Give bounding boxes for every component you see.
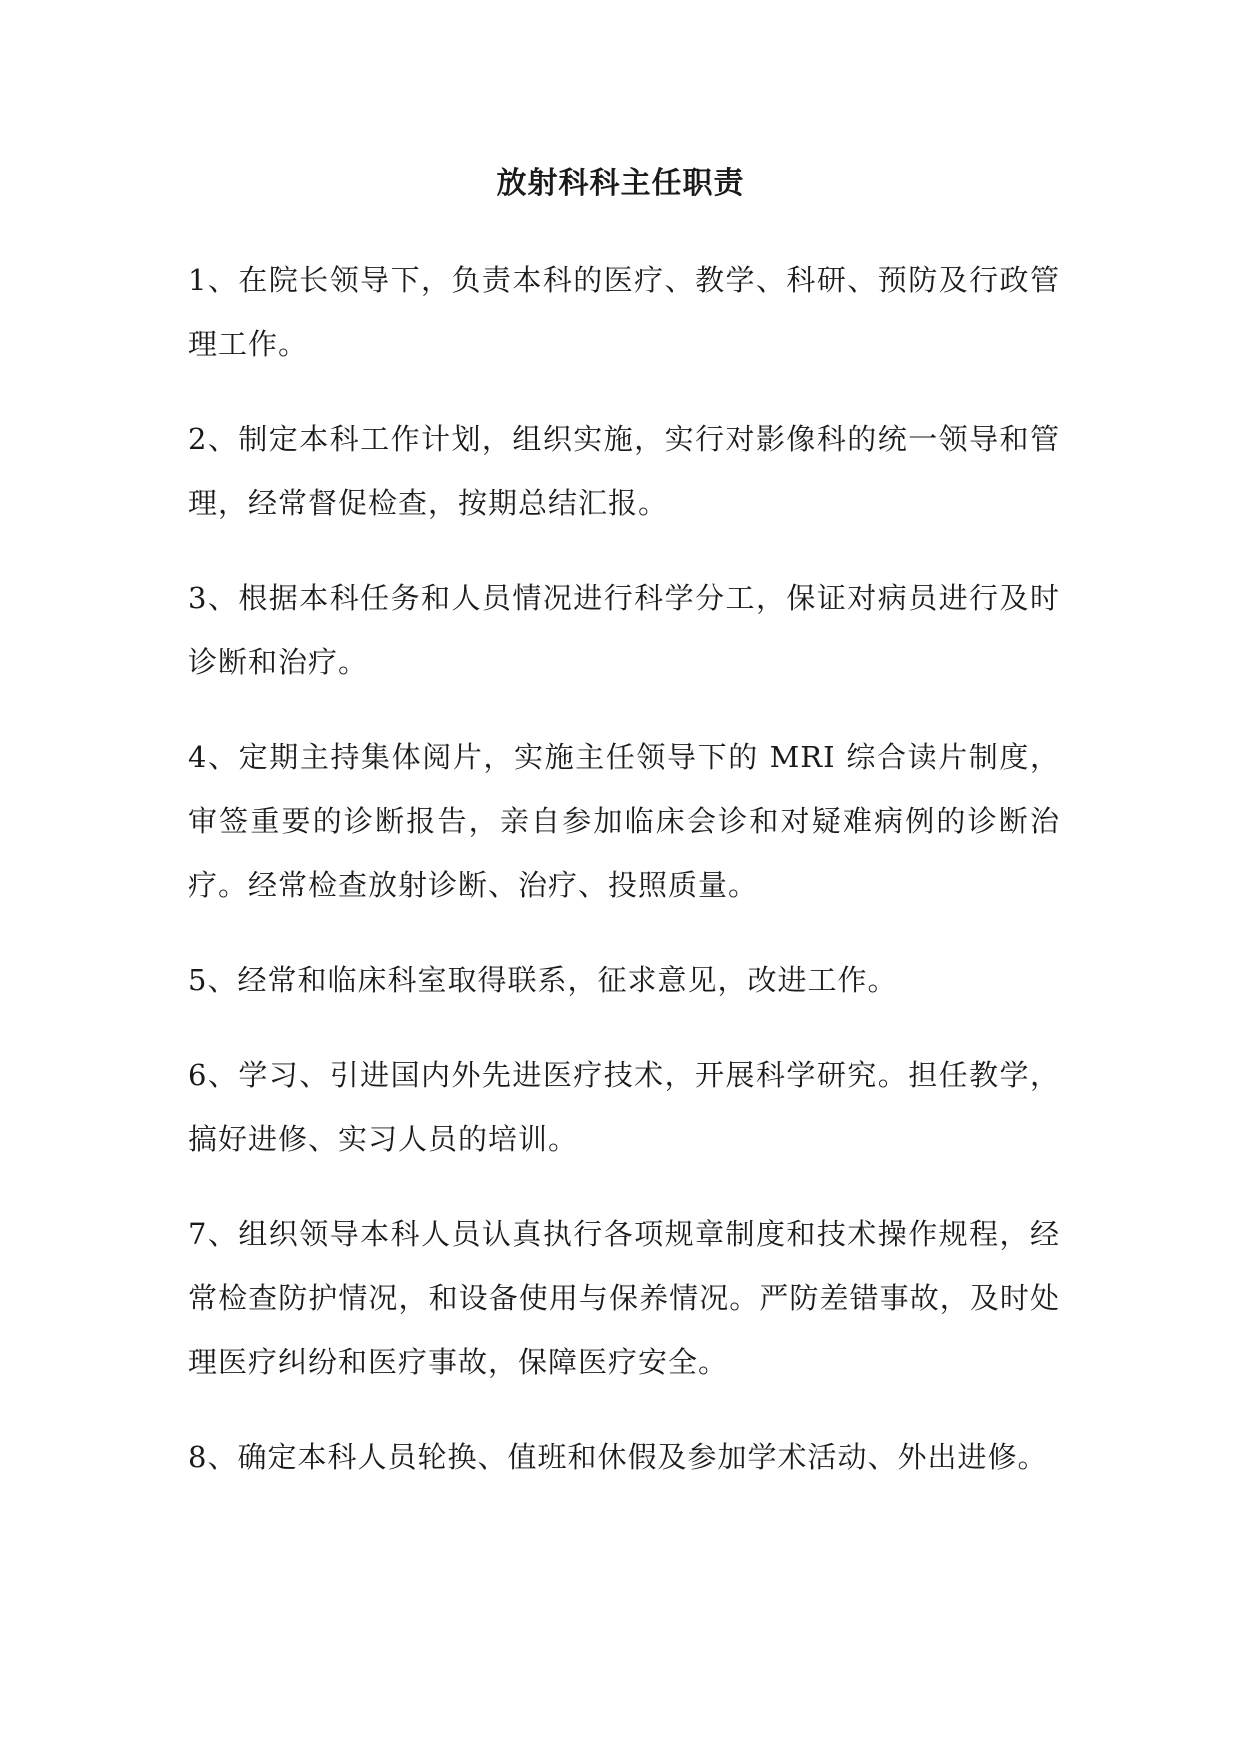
- document-title: 放射科科主任职责: [496, 166, 745, 201]
- document-body: [188, 248, 1060, 1520]
- duty-item-3: 3、根据本科任务和人员情况进行科学分工，保证对病员进行及时诊断和治疗。: [188, 581, 1060, 679]
- duty-item-8: 8、确定本科人员轮换、值班和休假及参加学术活动、外出进修。: [188, 1440, 1048, 1474]
- duty-item-5: 5、经常和临床科室取得联系，征求意见，改进工作。: [188, 963, 898, 997]
- duty-item-2: 2、制定本科工作计划，组织实施，实行对影像科的统一领导和管理，经常督促检查，按期总结汇报。: [188, 422, 1060, 520]
- duty-item-7: 7、组织领导本科人员认真执行各项规章制度和技术操作规程，经常检查防护情况，和设备使用与保养情况。严防差错事故，及时处理医疗纠纷和医疗事故，保障医疗安全。: [188, 1217, 1060, 1379]
- duty-item-1: 1、在院长领导下，负责本科的医疗、教学、科研、预防及行政管理工作。: [188, 263, 1060, 361]
- duty-item-6: 6、学习、引进国内外先进医疗技术，开展科学研究。担任教学，搞好进修、实习人员的培训。: [188, 1058, 1060, 1156]
- duty-item-4: 4、定期主持集体阅片，实施主任领导下的 MRI 综合读片制度，审签重要的诊断报告，亲自参加临床会诊和对疑难病例的诊断治疗。经常检查放射诊断、治疗、投照质量。: [188, 740, 1060, 902]
